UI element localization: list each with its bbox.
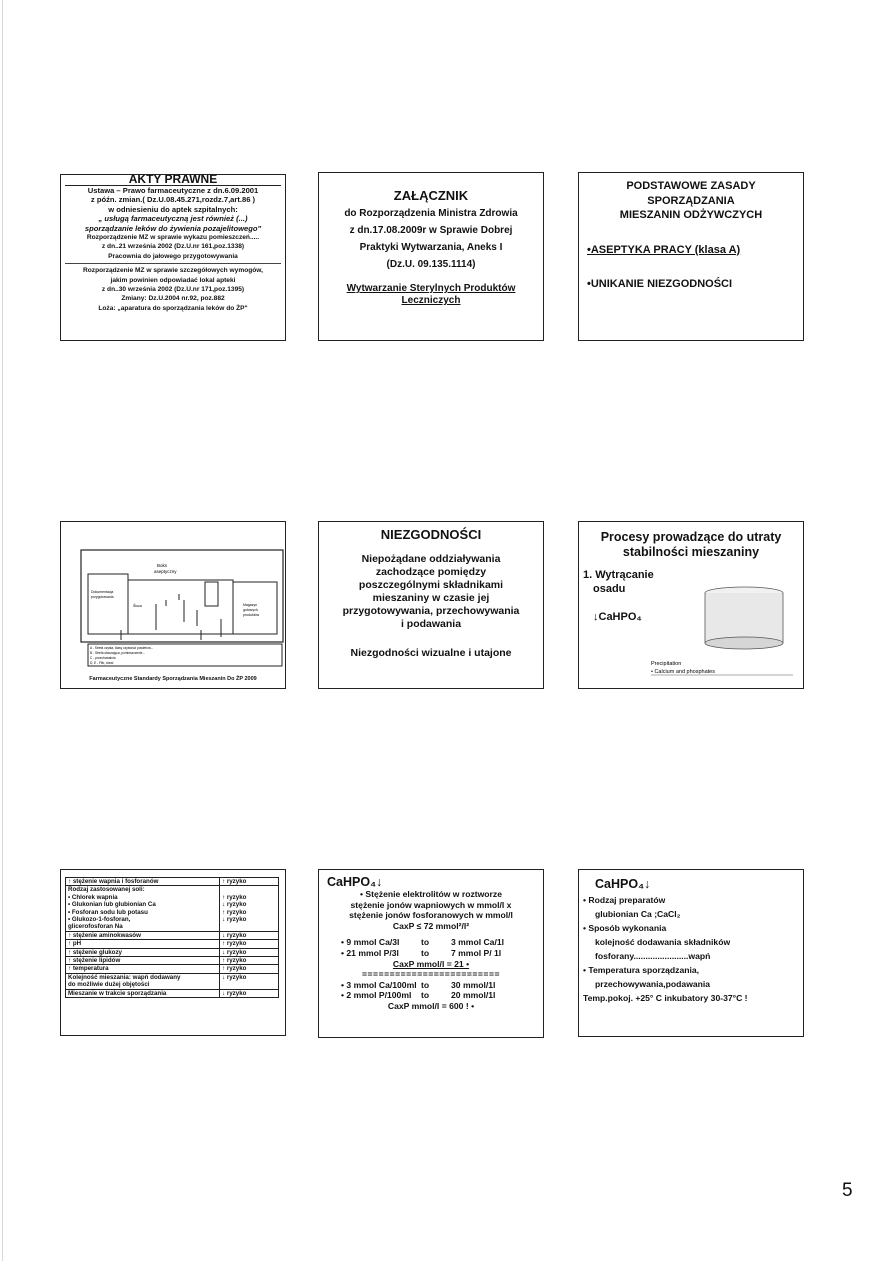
table-cell-risk: ↑ ryzyko bbox=[220, 957, 279, 965]
slide-text: Rozporządzenie MZ w sprawie szczegółowych wymogów, bbox=[82, 267, 263, 275]
plan-label: Śluza bbox=[133, 604, 142, 608]
table-cell-factor: ↑ stężenie lipidów bbox=[66, 957, 220, 965]
slide-text: (Dz.U. 09.135.1114) bbox=[386, 259, 476, 270]
slide-zalacznik bbox=[318, 172, 544, 341]
calc-result: CaxP mmol/l = 600 ! • bbox=[387, 1000, 475, 1011]
slide-text: kolejność dodawania składników bbox=[595, 937, 731, 947]
calc-cell: to bbox=[421, 979, 430, 990]
calc-cell: to bbox=[421, 947, 430, 958]
slide-text: z dn..21 września 2002 (Dz.U.nr 161,poz.1338) bbox=[101, 243, 245, 251]
table-cell-risk: ↓ ryzyko bbox=[220, 989, 279, 997]
link-sterile-products-2[interactable]: Leczniczych bbox=[401, 295, 461, 306]
table-cell-risk: ↑ ryzyko bbox=[220, 965, 279, 973]
slide-procesy bbox=[578, 521, 804, 689]
plan-label: przygotowania bbox=[91, 595, 114, 599]
slide-title: CaHPO₄↓ bbox=[327, 875, 383, 889]
slide-text: fosforany.......................wapń bbox=[595, 951, 711, 961]
table-cell-factor: ↑ stężenie glukozy bbox=[66, 948, 220, 956]
table-cell-factor: ↑ stężenie wapnia i fosforanów bbox=[66, 878, 220, 886]
slide-text: jakim powinien odpowiadać lokal apteki bbox=[110, 276, 236, 284]
slide-text: i podawania bbox=[400, 618, 462, 630]
plan-legend: A - Strefa czysta, klasy czystości powietrza... bbox=[90, 646, 154, 650]
calc-cell: 7 mmol P/ 1l bbox=[451, 947, 502, 958]
table-cell-factor: ↑ stężenie aminokwasów bbox=[66, 931, 220, 939]
slide-text: Temp.pokoj. +25° C inkubatory 30-37°C ! bbox=[583, 993, 748, 1003]
slide-text: z późn. zmian.( Dz.U.08.45.271,rozdz.7,art.86 ) bbox=[90, 195, 256, 205]
table-cell-factor: Kolejność mieszania: wapń dodawany do możliwie dużej objętości bbox=[66, 973, 220, 989]
table-row bbox=[66, 957, 279, 965]
plan-caption: Farmaceutyczne Standardy Sporządzania Mieszanin Do ŻP 2009 bbox=[89, 676, 257, 682]
calc-cell: • 21 mmol P/3l bbox=[341, 947, 399, 958]
formula: ↓CaHPO₄ bbox=[593, 611, 642, 623]
floor-plan-diagram bbox=[61, 522, 286, 689]
slide-text: z dn..30 września 2002 (Dz.U.nr 171,poz.1395) bbox=[101, 286, 245, 294]
slide-text: poszczególnymi składnikami bbox=[358, 579, 504, 591]
slide-title: NIEZGODNOŚCI bbox=[380, 527, 482, 542]
table-cell-risk: ↓ ryzyko bbox=[220, 931, 279, 939]
calc-cell: • 9 mmol Ca/3l bbox=[341, 937, 400, 948]
plan-legend: D, E - Filtr, drzwi bbox=[90, 661, 114, 665]
calc-cell: to bbox=[421, 937, 430, 948]
slide-cahpo4-calc bbox=[318, 869, 544, 1038]
table-cell-risk: ↑ ryzyko bbox=[220, 878, 279, 886]
slide-text: Loża: „aparatura do sporządzania leków do ŻP" bbox=[98, 304, 248, 312]
slide-podstawowe-zasady bbox=[578, 172, 804, 341]
plan-legend: C - przechowalnia bbox=[90, 656, 116, 660]
slide-title-line: stabilności mieszaniny bbox=[622, 545, 760, 559]
calc-result: CaxP mmol/l = 21 • bbox=[392, 958, 470, 969]
process-item-sub: osadu bbox=[593, 583, 626, 595]
slide-risk-table bbox=[60, 869, 286, 1036]
calc-cell: 3 mmol Ca/1l bbox=[451, 937, 505, 948]
slide-text: stężenie jonów fosforanowych w mmol/l bbox=[349, 910, 513, 921]
table-row bbox=[66, 973, 279, 989]
plan-label: produktów bbox=[243, 613, 260, 617]
slide-text: • Rodzaj preparatów bbox=[583, 895, 666, 905]
slide-title-line: SPORZĄDZANIA bbox=[647, 194, 735, 207]
slide-text: zachodzące pomiędzy bbox=[375, 566, 487, 578]
slide-title: CaHPO₄↓ bbox=[595, 877, 651, 891]
bullet-unikanie: •UNIKANIE NIEZGODNOŚCI bbox=[587, 278, 733, 290]
slide-niezgodnosci bbox=[318, 521, 544, 689]
slide-text: • Stężenie elektrolitów w roztworze bbox=[360, 889, 502, 899]
process-item: 1. Wytrącanie bbox=[583, 569, 654, 581]
table-cell-factor: ↑ pH bbox=[66, 940, 220, 948]
slide-text: w odniesieniu do aptek szpitalnych: bbox=[108, 204, 238, 214]
table-row bbox=[66, 931, 279, 939]
link-sterile-products[interactable]: Wytwarzanie Sterylnych Produktów bbox=[346, 283, 516, 294]
slide-text: przechowywania,podawania bbox=[595, 979, 711, 989]
slide-text: Praktyki Wytwarzania, Aneks I bbox=[359, 242, 503, 253]
table-row bbox=[66, 886, 279, 931]
calc-cell: • 3 mmol Ca/100ml bbox=[341, 979, 417, 990]
precipitation-figure bbox=[579, 522, 804, 689]
slide-text: z dn.17.08.2009r w Sprawie Dobrej bbox=[349, 225, 513, 236]
slide-title: PODSTAWOWE ZASADY bbox=[626, 180, 756, 192]
page-edge-line bbox=[2, 0, 3, 1261]
slide-text: Ustawa – Prawo farmaceutyczne z dn.6.09.2001 bbox=[87, 186, 259, 195]
table-row bbox=[66, 989, 279, 997]
bullet-aseptyka: •ASEPTYKA PRACY (klasa A) bbox=[587, 243, 741, 256]
slide-text: Zmiany: Dz.U.2004 nr.92, poz.882 bbox=[121, 295, 225, 303]
calc-cell: • 2 mmol P/100ml bbox=[341, 990, 412, 1001]
plan-label: Dokumentacja bbox=[91, 590, 114, 594]
slide-text: stężenie jonów wapniowych w mmol/l x bbox=[350, 899, 512, 910]
table-row bbox=[66, 940, 279, 948]
plan-legend: B - Strefa otaczająca, pomieszczenie... bbox=[90, 651, 146, 655]
slide-text: „ usługą farmaceutyczną jest również (...) bbox=[98, 214, 248, 224]
calc-cell: 20 mmol/1l bbox=[451, 990, 496, 1001]
slide-title: Procesy prowadzące do utraty bbox=[600, 530, 782, 544]
figure-caption: • Calcium and phosphates bbox=[651, 669, 715, 675]
plan-cabinet bbox=[205, 582, 218, 606]
slide-footer: Niezgodności wizualne i utajone bbox=[350, 647, 512, 659]
plan-label: Magazyn bbox=[243, 603, 258, 607]
slide-text: do Rozporządzenia Ministra Zdrowia bbox=[344, 208, 518, 219]
page-number: 5 bbox=[842, 1180, 853, 1201]
table-cell-factor: Mieszanie w trakcie sporządzania bbox=[66, 989, 220, 997]
slide-text: • Temperatura sporządzania, bbox=[583, 965, 700, 975]
table-cell-risk: ↑ ryzyko ↓ ryzyko ↑ ryzyko ↓ ryzyko bbox=[220, 886, 279, 931]
table-row bbox=[66, 948, 279, 956]
table-cell-risk: ↓ ryzyko bbox=[220, 973, 279, 989]
slide-text: • Sposób wykonania bbox=[583, 923, 667, 933]
slide-cahpo4-factors bbox=[578, 869, 804, 1037]
slide-title: ZAŁĄCZNIK bbox=[393, 188, 469, 203]
slide-floor-plan bbox=[60, 521, 286, 689]
slide-text: mieszaniny w czasie jej bbox=[372, 592, 490, 604]
table-cell-risk: ↑ ryzyko bbox=[220, 940, 279, 948]
divider bbox=[65, 263, 281, 264]
slide-text: Rozporządzenie MZ w sprawie wykazu pomieszczeń..... bbox=[86, 234, 260, 242]
table-cell-factor: ↑ temperatura bbox=[66, 965, 220, 973]
plan-label: Boks bbox=[157, 563, 168, 568]
slide-akty-prawne bbox=[60, 174, 286, 341]
slide-text: sporządzanie leków do żywienia pozajelitowego" bbox=[84, 223, 262, 233]
table-cell-factor: Rodzaj zastosowanej soli: • Chlorek wapnia • Glukonian lub glubionian Ca • Fosforan sodu lub potasu • Glukozo-1-fosforan, glicerofosforan Na bbox=[66, 886, 220, 931]
slide-text: Niepożądane oddziaływania bbox=[361, 553, 501, 565]
table-row bbox=[66, 965, 279, 973]
calc-cell: to bbox=[421, 990, 430, 1001]
slide-text: Pracownia do jałowego przygotowywania bbox=[108, 252, 238, 260]
slide-title: AKTY PRAWNE bbox=[65, 174, 281, 186]
plan-label: aseptyczny bbox=[154, 569, 177, 574]
plan-label: gotowych bbox=[243, 608, 258, 612]
slide-title-line: MIESZANIN ODŻYWCZYCH bbox=[619, 209, 763, 221]
table-cell-risk: ↓ ryzyko bbox=[220, 948, 279, 956]
plan-room-center bbox=[128, 580, 233, 634]
risk-table bbox=[65, 877, 279, 998]
calc-cell: 30 mmol/1l bbox=[451, 979, 496, 990]
slide-text: przygotowywania, przechowywania bbox=[342, 605, 520, 617]
slide-text: CaxP ≤ 72 mmol²/l² bbox=[392, 920, 470, 931]
plan-room-left bbox=[88, 574, 128, 634]
calc-separator: ========================= bbox=[362, 969, 500, 980]
slide-text: glubionian Ca ;CaCl₂ bbox=[595, 909, 681, 919]
figure-caption: Precipitation bbox=[651, 661, 682, 667]
table-row bbox=[66, 878, 279, 886]
